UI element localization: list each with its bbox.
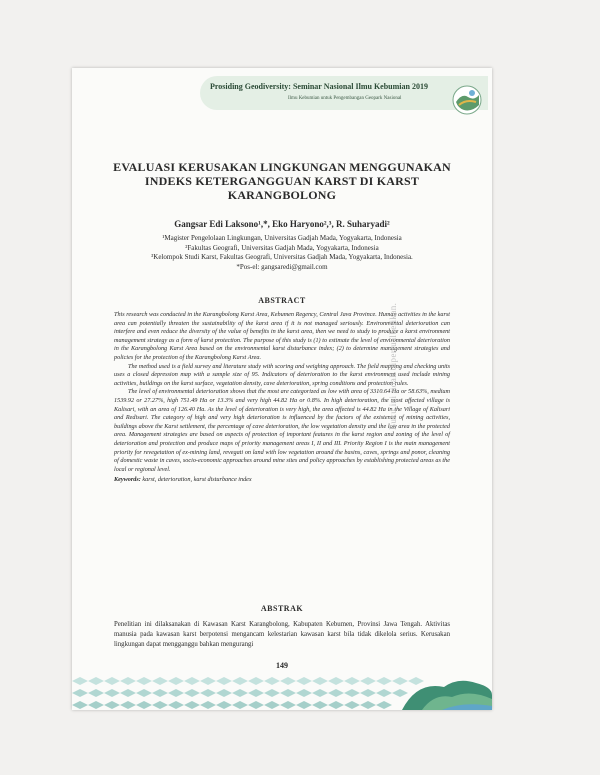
proceedings-subtitle: Ilmu Kebumian untuk Pengembangan Geopark Nasional	[288, 96, 402, 101]
watermark-text: Buku ini tidak diperjualbelikan.	[388, 302, 398, 430]
keywords-label: Keywords:	[114, 476, 141, 484]
affiliation-line: ¹Magister Pengelolaan Lingkungan, Universitas Gadjah Mada, Yogyakarta, Indonesia	[162, 234, 402, 242]
abstract-paragraph: This research was conducted in the Karangbolong Karst Area, Kebumen Regency, Central Java Province. Human activities in the karst area can potentially threaten the sustainability of the karst area if it is not managed seriously. Environmental deterioration can interfere and even reduce the diversity of the value of benefits in the karst area, then we need to study to produce a karst environment management strategy as a form of karst protection. The purpose of this study is (1) to estimate the level of environmental deterioration in the Karangbolong Karst Area based on the environmental karst disturbance index; (2) to determine management strategies and policies for the protection of the Karangbolong Karst Area.	[114, 311, 450, 361]
proceedings-title: Prosiding Geodiversity: Seminar Nasional Ilmu Kebumian 2019	[210, 82, 428, 91]
affiliation-line: ³Kelompok Studi Karst, Fakultas Geografi, Universitas Gadjah Mada, Yogyakarta, Indonesia.	[151, 253, 413, 261]
affiliation-line: ²Fakultas Geografi, Universitas Gadjah Mada, Yogyakarta, Indonesia	[185, 243, 379, 252]
abstrak-heading: ABSTRAK	[260, 604, 304, 613]
affiliations	[102, 234, 462, 272]
email-line: *Pos-el: gangsaredi@gmail.com	[236, 262, 328, 271]
keywords-text: karst, deterioration, karst disturbance index	[142, 476, 252, 484]
abstract-heading: ABSTRACT	[258, 296, 306, 305]
paper-authors: Gangsar Edi Laksono¹,*, Eko Haryono²,³, R. Suharyadi²	[174, 219, 390, 229]
abstrak-indonesian: Penelitian ini dilaksanakan di Kawasan Karst Karangbolong, Kabupaten Kebumen, Provinsi Jawa Tengah. Aktivitas manusia pada kawasan karst berpotensi mengancam kelestarian kawasan karst bila tidak dikelola serius. Kerusakan lingkungan dapat mengganggu bahkan mengurangi	[114, 621, 450, 648]
abstract-paragraph: The level of environmental deterioration shows that the most are categorized as low with area of 3310.64 Ha or 58.63%, medium 1539.92 or 27.27%, high 751.49 Ha or 13.3% and very high 44.82 Ha or 0.8%. In high deterioration, the most affected village is Kalisari, with an area of 126.40 Ha. As the level of deterioration is very high, the area affected is 44.82 Ha in the Village of Kalisari and Redisari. The category of high and very high deterioration is influenced by the factors of the existence of mining activities, buildings above the Karst settlement, the percentage of cave deterioration, the low vegetation density and the low area in the protected area. Management strategies are based on aspects of protection of important features in the karst region and zoning of the level of deterioration and protection and produce maps of priority management areas I, II and III. Priority Region I is the main management priority for revegetation of ex-mining land, revegati on land with low vegetation around the basins, caves, springs and ponor, cleaning of domestic waste in caves, socio-economic approaches around mine sites and policy approaches by establishing protected areas as the local or regional level.	[114, 388, 450, 473]
page-number: 149	[276, 661, 288, 670]
abstract-english	[114, 311, 450, 485]
keywords-line	[114, 476, 450, 485]
paper-page	[72, 68, 492, 710]
footer-decoration	[72, 673, 492, 710]
paper-title: EVALUASI KERUSAKAN LINGKUNGAN MENGGUNAKAN INDEKS KETERGANGGUAN KARST DI KARST KARANGBOLONG	[113, 160, 451, 202]
abstract-paragraph: The method used is a field survey and literature study with scoring and weighing approach. The field mapping and checking units uses a closed depression map with a sample size of 95. Indicators of deterioration to the karst environment used include mining activities, buildings on the karst surface, vegetation density, cave deterioration, spring conditions and protection rules.	[114, 362, 450, 387]
proceedings-header	[200, 76, 488, 110]
geopark-logo-icon	[452, 85, 482, 115]
